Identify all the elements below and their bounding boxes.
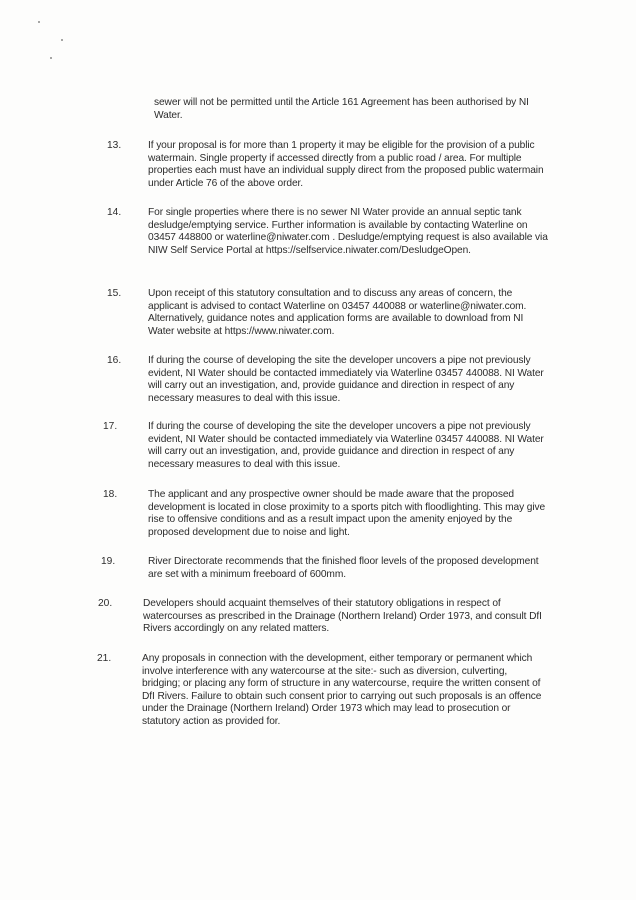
item-text: If during the course of developing the site the developer uncovers a pipe not previously evident, NI Water should be contacted immediately via Waterline 03457 440088. NI Water will carry out an investigation, and, provide guidance and direction in respect of any necessary measures to deal with this issue. [148,421,544,470]
item-number: 13. [107,140,122,151]
scan-speck [61,39,63,41]
item-text: If your proposal is for more than 1 property it may be eligible for the provision of a public watermain. Single property if accessed directly from a public road / area. For multiple properties each must have an individual supply direct from the proposed public watermain under Article 76 of the above order. [148,140,544,189]
item-text: Any proposals in connection with the development, either temporary or permanent which involve interference with any watercourse at the site:- such as diversion, culverting, bridging; or placing any form of structure in any watercourse, require the written consent of DfI Rivers. Failure to obtain such consent prior to carrying out such proposals is an offence under the Drainage (Northern Ireland) Order 1973 which may lead to prosecution or statutory action as provided for. [142,653,542,727]
item-number: 15. [107,288,122,299]
item-text: River Directorate recommends that the finished floor levels of the proposed development are set with a minimum freeboard of 600mm. [148,556,539,580]
item-text: The applicant and any prospective owner should be made aware that the proposed development is located in close proximity to a sports pitch with floodlighting. This may give rise to offensive conditions and as a result impact upon the amenity enjoyed by the proposed development due to noise and light. [148,489,546,538]
item-text: If during the course of developing the site the developer uncovers a pipe not previously evident, NI Water should be contacted immediately via Waterline 03457 440088. NI Water will carry out an investigation, and, provide guidance and direction in respect of any necessary measures to deal with this issue. [148,355,544,404]
item-number: 19. [101,556,116,567]
continuation-paragraph: sewer will not be permitted until the Article 161 Agreement has been authorised by NI Water. [154,97,529,121]
item-text: For single properties where there is no sewer NI Water provide an annual septic tank desludge/emptying service. Further information is available by contacting Waterline on 03457 448800 or waterline@niwater.com . Desludge/emptying request is also available via NIW Self Service Portal at https://selfservice.niwater.com/DesludgeOpen. [148,207,548,256]
item-number: 21. [97,653,112,664]
item-text: Upon receipt of this statutory consultation and to discuss any areas of concern, the applicant is advised to contact Waterline on 03457 440088 or waterline@niwater.com. Alternatively, guidance notes and application forms are available to download from NI Water website at https://www.niwater.com. [148,288,527,337]
scan-speck [38,21,40,23]
item-number: 14. [107,207,122,218]
item-number: 18. [103,489,118,500]
item-text: Developers should acquaint themselves of their statutory obligations in respect of watercourses as prescribed in the Drainage (Northern Ireland) Order 1973, and consult DfI Rivers accordingly on any related matters. [143,598,542,635]
item-number: 20. [98,598,113,609]
item-number: 17. [103,421,118,432]
scan-speck [50,57,52,59]
item-number: 16. [107,355,122,366]
